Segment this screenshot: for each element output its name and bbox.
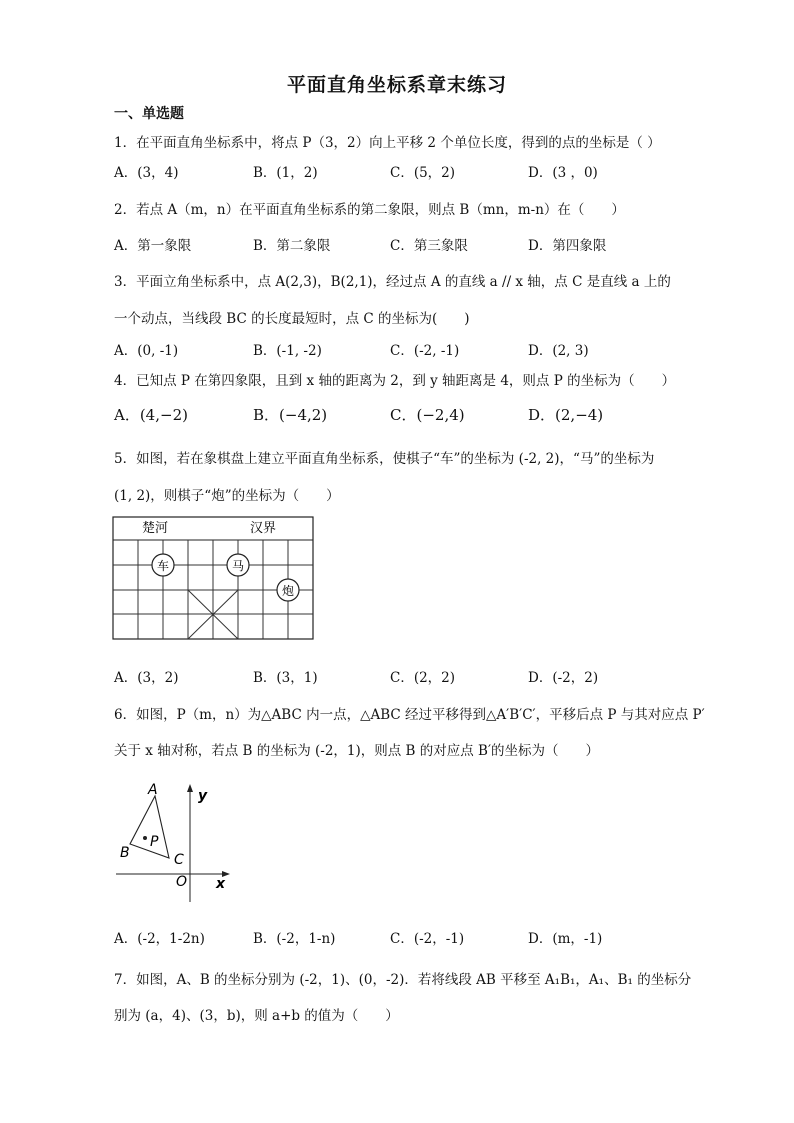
q3-option-a[interactable]: A．(0, -1) xyxy=(114,343,179,359)
q4-option-a[interactable]: A．(4,−2) xyxy=(114,406,188,424)
point-p-dot xyxy=(143,836,147,840)
q4-option-d[interactable]: D．(2,−4) xyxy=(528,406,604,424)
q6-option-d[interactable]: D．(m，-1) xyxy=(528,931,603,947)
label-x: x xyxy=(216,876,226,892)
q6-option-a[interactable]: A．(-2，1-2n) xyxy=(114,931,205,947)
q2-option-c[interactable]: C．第三象限 xyxy=(390,238,468,254)
question-4-text: 4．已知点 P 在第四象限，且到 x 轴的距离为 2，到 y 轴距离是 4，则点 P 的坐标为（ ） xyxy=(114,373,676,389)
chess-piece-pao-label: 炮 xyxy=(281,584,295,598)
q3-option-b[interactable]: B．(-1, -2) xyxy=(253,343,322,359)
question-7-text-line2: 别为 (a，4)、(3，b)，则 a+b 的值为（ ） xyxy=(114,1008,399,1024)
y-axis-arrow xyxy=(187,784,193,792)
q1-option-a[interactable]: A．(3，4) xyxy=(114,165,179,181)
q5-option-d[interactable]: D．(-2，2) xyxy=(528,670,599,686)
triangle-coordinate-figure xyxy=(112,778,242,904)
chess-piece-pao xyxy=(277,579,299,601)
label-c: C xyxy=(174,852,184,868)
label-b: B xyxy=(120,845,130,861)
label-p: P xyxy=(150,834,159,850)
question-1-text: 1．在平面直角坐标系中，将点 P（3，2）向上平移 2 个单位长度，得到的点的坐标是（ ） xyxy=(114,135,661,151)
q5-option-a[interactable]: A．(3，2) xyxy=(114,670,179,686)
page-title: 平面直角坐标系章末练习 xyxy=(286,74,507,96)
question-3-text-line1: 3．平面立角坐标系中，点 A(2,3)，B(2,1)，经过点 A 的直线 a // x 轴，点 C 是直线 a 上的 xyxy=(114,274,671,290)
question-2-text: 2．若点 A（m，n）在平面直角坐标系的第二象限，则点 B（mn，m-n）在（ ） xyxy=(114,202,625,218)
label-y: y xyxy=(198,788,208,804)
q5-option-b[interactable]: B．(3，1) xyxy=(253,670,318,686)
q4-option-b[interactable]: B．(−4,2) xyxy=(253,406,328,424)
section-heading: 一、单选题 xyxy=(114,106,184,122)
q2-option-a[interactable]: A．第一象限 xyxy=(114,238,192,254)
river-label-right: 汉界 xyxy=(250,521,277,536)
question-6-text-line1: 6．如图，P（m，n）为△ABC 内一点，△ABC 经过平移得到△A′B′C′，平移后点 P 与其对应点 P′ xyxy=(114,707,705,723)
q5-option-c[interactable]: C．(2，2) xyxy=(390,670,456,686)
chess-piece-ma-label: 马 xyxy=(231,559,245,573)
q4-option-c[interactable]: C．(−2,4) xyxy=(390,406,465,424)
question-3-text-line2: 一个动点，当线段 BC 的长度最短时，点 C 的坐标为( ) xyxy=(114,311,470,327)
q6-option-b[interactable]: B．(-2，1-n) xyxy=(253,931,336,947)
label-a: A xyxy=(148,782,158,798)
q2-option-b[interactable]: B．第二象限 xyxy=(253,238,331,254)
q3-option-d[interactable]: D．(2, 3) xyxy=(528,343,589,359)
river-label-left: 楚河 xyxy=(142,521,169,536)
question-5-text-line1: 5．如图，若在象棋盘上建立平面直角坐标系，使棋子“车”的坐标为 (-2, 2)，“马”的坐标为 xyxy=(114,451,655,467)
q1-option-c[interactable]: C．(5，2) xyxy=(390,165,456,181)
label-o: O xyxy=(176,874,188,890)
q6-option-c[interactable]: C．(-2，-1) xyxy=(390,931,465,947)
chess-board-figure xyxy=(112,516,316,642)
question-5-text-line2: (1, 2)，则棋子“炮”的坐标为（ ） xyxy=(114,488,340,504)
chess-piece-ma xyxy=(227,554,249,576)
q3-option-c[interactable]: C．(-2, -1) xyxy=(390,343,460,359)
chess-piece-che-label: 车 xyxy=(156,559,170,573)
question-6-text-line2: 关于 x 轴对称，若点 B 的坐标为 (-2，1)，则点 B 的对应点 B′的坐标为（ ） xyxy=(114,743,600,759)
q1-option-b[interactable]: B．(1，2) xyxy=(253,165,318,181)
question-7-text-line1: 7．如图，A、B 的坐标分别为 (-2，1)、(0，-2)．若将线段 AB 平移至 A₁B₁，A₁、B₁ 的坐标分 xyxy=(114,972,692,988)
chess-piece-che xyxy=(152,554,174,576)
q1-option-d[interactable]: D．(3 ，0) xyxy=(528,165,598,181)
q2-option-d[interactable]: D．第四象限 xyxy=(528,238,607,254)
